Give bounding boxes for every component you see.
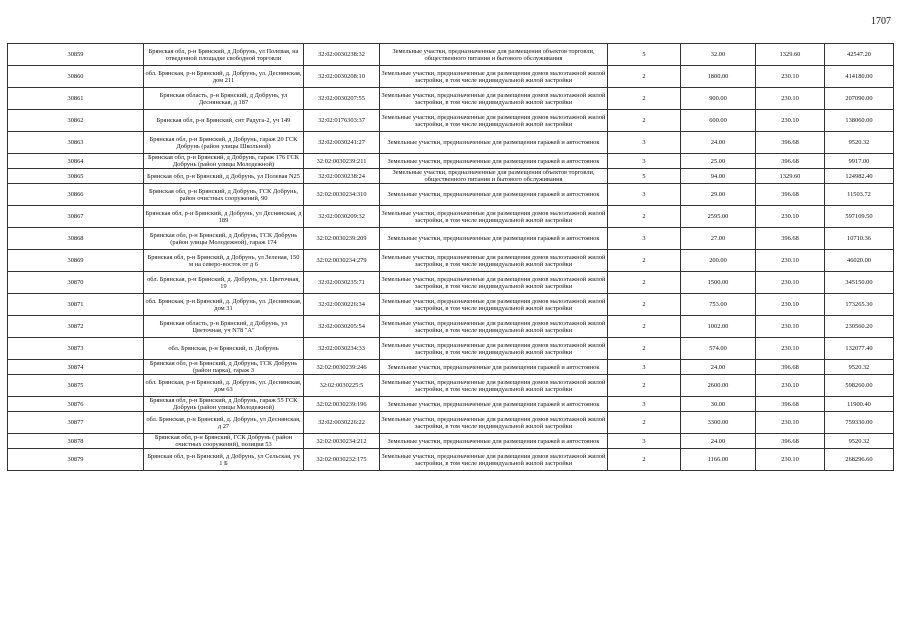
area-cell: 29.00 xyxy=(681,184,756,206)
table-row xyxy=(8,338,894,360)
land-use-cell: Земельные участки, предназначенные для размещения домов малоэтажной жилой застройки, в том числе индивидуальной жилой застройки xyxy=(380,375,608,397)
specific-value-cell: 230.10 xyxy=(756,272,825,294)
cadastral-value-cell: 9520.32 xyxy=(825,132,894,154)
cadastral-value-cell: 207090.00 xyxy=(825,88,894,110)
use-group-cell: 2 xyxy=(608,272,681,294)
cadastral-value-cell: 42547.20 xyxy=(825,44,894,66)
address-cell: Брянская обл, р-н Брянский, д Добрунь, ГСК Добрунь (район парка), гараж 3 xyxy=(144,360,304,375)
land-use-cell: Земельные участки, предназначенные для размещения гаражей и автостоянок xyxy=(380,228,608,250)
record-number-cell: 30868 xyxy=(8,228,144,250)
cadastral-number-cell: 32:02:0030234:212 xyxy=(304,434,380,449)
cadastral-value-cell: 230560.20 xyxy=(825,316,894,338)
use-group-cell: 5 xyxy=(608,44,681,66)
area-cell: 25.00 xyxy=(681,154,756,169)
use-group-cell: 3 xyxy=(608,132,681,154)
record-number-cell: 30875 xyxy=(8,375,144,397)
specific-value-cell: 230.10 xyxy=(756,294,825,316)
cadastral-number-cell: 32:02:0030209:32 xyxy=(304,206,380,228)
specific-value-cell: 396.68 xyxy=(756,184,825,206)
table-row xyxy=(8,272,894,294)
land-use-cell: Земельные участки, предназначенные для размещения объектов торговли, общественного питания и бытового обслуживания xyxy=(380,169,608,184)
table-row xyxy=(8,250,894,272)
record-number-cell: 30878 xyxy=(8,434,144,449)
cadastral-value-cell: 9917.00 xyxy=(825,154,894,169)
specific-value-cell: 230.10 xyxy=(756,316,825,338)
address-cell: обл. Брянская, р-н Брянский, д. Добрунь, ул. Цветочная, 19 xyxy=(144,272,304,294)
area-cell: 24.00 xyxy=(681,360,756,375)
cadastral-value-cell: 9520.32 xyxy=(825,360,894,375)
cadastral-number-cell: 32:02:0176303:37 xyxy=(304,110,380,132)
record-number-cell: 30879 xyxy=(8,449,144,471)
table-row xyxy=(8,449,894,471)
use-group-cell: 2 xyxy=(608,449,681,471)
cadastral-number-cell: 32:02:0030239:196 xyxy=(304,397,380,412)
table-row xyxy=(8,132,894,154)
land-use-cell: Земельные участки, предназначенные для размещения гаражей и автостоянок xyxy=(380,184,608,206)
address-cell: обл. Брянская, р-н Брянский, д. Добрунь, ул Деснянская, д 27 xyxy=(144,412,304,434)
cadastral-number-cell: 32:02:0030226:22 xyxy=(304,412,380,434)
table-row xyxy=(8,66,894,88)
use-group-cell: 3 xyxy=(608,228,681,250)
specific-value-cell: 230.10 xyxy=(756,412,825,434)
address-cell: Брянская обл, р-н Брянский, д Добрунь, ул Деснянская, д 189 xyxy=(144,206,304,228)
use-group-cell: 2 xyxy=(608,412,681,434)
use-group-cell: 2 xyxy=(608,375,681,397)
cadastral-number-cell: 32:02:0030226:34 xyxy=(304,294,380,316)
record-number-cell: 30864 xyxy=(8,154,144,169)
address-cell: обл. Брянская, р-н Брянский, д. Добрунь, ул. Деснянская, дом 63 xyxy=(144,375,304,397)
address-cell: Брянская обл, р-н Брянский, снт Радуга-2, уч 149 xyxy=(144,110,304,132)
specific-value-cell: 230.10 xyxy=(756,338,825,360)
address-cell: обл. Брянская, р-н Брянский, д. Добрунь, ул. Деснянская, дом 31 xyxy=(144,294,304,316)
specific-value-cell: 230.10 xyxy=(756,250,825,272)
area-cell: 24.00 xyxy=(681,434,756,449)
page-number: 1707 xyxy=(871,16,891,27)
specific-value-cell: 230.10 xyxy=(756,110,825,132)
specific-value-cell: 230.10 xyxy=(756,66,825,88)
use-group-cell: 3 xyxy=(608,397,681,412)
area-cell: 600.00 xyxy=(681,110,756,132)
record-number-cell: 30867 xyxy=(8,206,144,228)
table-row xyxy=(8,154,894,169)
cadastral-number-cell: 32:02:0030225:5 xyxy=(304,375,380,397)
table-row xyxy=(8,206,894,228)
specific-value-cell: 230.10 xyxy=(756,375,825,397)
land-use-cell: Земельные участки, предназначенные для размещения домов малоэтажной жилой застройки, в том числе индивидуальной жилой застройки xyxy=(380,110,608,132)
cadastral-value-cell: 138060.00 xyxy=(825,110,894,132)
cadastral-value-cell: 268296.60 xyxy=(825,449,894,471)
record-number-cell: 30874 xyxy=(8,360,144,375)
address-cell: Брянская обл, р-н Брянский, ГСК Добрунь ( район очистных сооружений), позиция 53 xyxy=(144,434,304,449)
cadastral-value-cell: 173265.30 xyxy=(825,294,894,316)
use-group-cell: 2 xyxy=(608,88,681,110)
area-cell: 2595.00 xyxy=(681,206,756,228)
record-number-cell: 30863 xyxy=(8,132,144,154)
use-group-cell: 2 xyxy=(608,316,681,338)
area-cell: 2600.00 xyxy=(681,375,756,397)
record-number-cell: 30860 xyxy=(8,66,144,88)
address-cell: Брянская обл, р-н Брянский, д Добрунь, гараж 20 ГСК Добрунь (район улицы Школьной) xyxy=(144,132,304,154)
record-number-cell: 30865 xyxy=(8,169,144,184)
land-use-cell: Земельные участки, предназначенные для размещения домов малоэтажной жилой застройки, в том числе индивидуальной жилой застройки xyxy=(380,449,608,471)
cadastral-number-cell: 32:02:0030234:279 xyxy=(304,250,380,272)
area-cell: 1800.00 xyxy=(681,66,756,88)
cadastral-registry-table xyxy=(7,43,894,471)
address-cell: Брянская обл, р-н Брянский, д Добрунь, ул Полевая, на отведенной площадке свободной торговли xyxy=(144,44,304,66)
cadastral-number-cell: 32:02:0030232:175 xyxy=(304,449,380,471)
table-row xyxy=(8,184,894,206)
use-group-cell: 2 xyxy=(608,66,681,88)
land-use-cell: Земельные участки, предназначенные для размещения гаражей и автостоянок xyxy=(380,397,608,412)
address-cell: Брянская обл, р-н Брянский, д Добрунь, гараж 176 ГСК Добрунь (район улицы Молодежной) xyxy=(144,154,304,169)
cadastral-value-cell: 11900.40 xyxy=(825,397,894,412)
use-group-cell: 3 xyxy=(608,360,681,375)
address-cell: обл. Брянская, р-н Брянский, д. Добрунь, ул. Деснянская, дом 211 xyxy=(144,66,304,88)
cadastral-number-cell: 32:02:0030234:310 xyxy=(304,184,380,206)
area-cell: 3300.00 xyxy=(681,412,756,434)
address-cell: Брянская обл, р-н Брянский, д Добрунь, гараж 55 ГСК Добрунь (район улицы Молодежной) xyxy=(144,397,304,412)
table-row xyxy=(8,360,894,375)
land-use-cell: Земельные участки, предназначенные для размещения домов малоэтажной жилой застройки, в том числе индивидуальной жилой застройки xyxy=(380,250,608,272)
cadastral-number-cell: 32:02:0030239:209 xyxy=(304,228,380,250)
specific-value-cell: 230.10 xyxy=(756,449,825,471)
record-number-cell: 30872 xyxy=(8,316,144,338)
record-number-cell: 30861 xyxy=(8,88,144,110)
area-cell: 574.00 xyxy=(681,338,756,360)
cadastral-number-cell: 32:02:0030235:71 xyxy=(304,272,380,294)
use-group-cell: 2 xyxy=(608,338,681,360)
cadastral-number-cell: 32:02:0030207:55 xyxy=(304,88,380,110)
cadastral-value-cell: 9520.32 xyxy=(825,434,894,449)
specific-value-cell: 396.68 xyxy=(756,434,825,449)
record-number-cell: 30859 xyxy=(8,44,144,66)
land-use-cell: Земельные участки, предназначенные для размещения гаражей и автостоянок xyxy=(380,132,608,154)
land-use-cell: Земельные участки, предназначенные для размещения домов малоэтажной жилой застройки, в том числе индивидуальной жилой застройки xyxy=(380,206,608,228)
area-cell: 200.00 xyxy=(681,250,756,272)
specific-value-cell: 1329.60 xyxy=(756,169,825,184)
record-number-cell: 30870 xyxy=(8,272,144,294)
land-use-cell: Земельные участки, предназначенные для размещения объектов торговли, общественного питания и бытового обслуживания xyxy=(380,44,608,66)
use-group-cell: 3 xyxy=(608,154,681,169)
area-cell: 32.00 xyxy=(681,44,756,66)
cadastral-value-cell: 10710.36 xyxy=(825,228,894,250)
address-cell: Брянская обл, р-н Брянский, д Добрунь, ГСК Добрунь (район улицы Молодежной), гараж 174 xyxy=(144,228,304,250)
use-group-cell: 5 xyxy=(608,169,681,184)
land-use-cell: Земельные участки, предназначенные для размещения домов малоэтажной жилой застройки, в том числе индивидуальной жилой застройки xyxy=(380,294,608,316)
area-cell: 94.00 xyxy=(681,169,756,184)
use-group-cell: 2 xyxy=(608,294,681,316)
record-number-cell: 30877 xyxy=(8,412,144,434)
cadastral-value-cell: 414180.00 xyxy=(825,66,894,88)
cadastral-number-cell: 32:02:0030238:24 xyxy=(304,169,380,184)
land-use-cell: Земельные участки, предназначенные для размещения гаражей и автостоянок xyxy=(380,154,608,169)
table-row xyxy=(8,412,894,434)
address-cell: Брянская обл, р-н Брянский, д Добрунь, ул Полевая N25 xyxy=(144,169,304,184)
area-cell: 1500.00 xyxy=(681,272,756,294)
address-cell: Брянская область, р-н Брянский, д Добрунь, ул Цветочная, уч N78 "А" xyxy=(144,316,304,338)
area-cell: 24.00 xyxy=(681,132,756,154)
table-row xyxy=(8,294,894,316)
land-use-cell: Земельные участки, предназначенные для размещения домов малоэтажной жилой застройки, в том числе индивидуальной жилой застройки xyxy=(380,88,608,110)
record-number-cell: 30869 xyxy=(8,250,144,272)
cadastral-value-cell: 597109.50 xyxy=(825,206,894,228)
use-group-cell: 3 xyxy=(608,434,681,449)
specific-value-cell: 396.68 xyxy=(756,397,825,412)
land-use-cell: Земельные участки, предназначенные для размещения домов малоэтажной жилой застройки, в том числе индивидуальной жилой застройки xyxy=(380,272,608,294)
cadastral-number-cell: 32:02:0030234:33 xyxy=(304,338,380,360)
land-use-cell: Земельные участки, предназначенные для размещения гаражей и автостоянок xyxy=(380,434,608,449)
specific-value-cell: 396.68 xyxy=(756,154,825,169)
area-cell: 753.00 xyxy=(681,294,756,316)
cadastral-value-cell: 46020.00 xyxy=(825,250,894,272)
address-cell: обл. Брянская, р-н Брянский, п. Добрунь xyxy=(144,338,304,360)
cadastral-value-cell: 11503.72 xyxy=(825,184,894,206)
cadastral-value-cell: 345150.00 xyxy=(825,272,894,294)
record-number-cell: 30873 xyxy=(8,338,144,360)
cadastral-number-cell: 32:02:0030208:10 xyxy=(304,66,380,88)
cadastral-value-cell: 132077.40 xyxy=(825,338,894,360)
area-cell: 900.00 xyxy=(681,88,756,110)
cadastral-value-cell: 759330.00 xyxy=(825,412,894,434)
area-cell: 1166.00 xyxy=(681,449,756,471)
address-cell: Брянская область, р-н Брянский, д Добрунь, ул Деснянская, д 187 xyxy=(144,88,304,110)
cadastral-number-cell: 32:02:0030205:54 xyxy=(304,316,380,338)
table-row xyxy=(8,316,894,338)
cadastral-number-cell: 32:02:0030238:32 xyxy=(304,44,380,66)
record-number-cell: 30862 xyxy=(8,110,144,132)
specific-value-cell: 396.68 xyxy=(756,228,825,250)
specific-value-cell: 1329.60 xyxy=(756,44,825,66)
specific-value-cell: 230.10 xyxy=(756,88,825,110)
land-use-cell: Земельные участки, предназначенные для размещения домов малоэтажной жилой застройки, в том числе индивидуальной жилой застройки xyxy=(380,338,608,360)
cadastral-number-cell: 32:02:0030241:27 xyxy=(304,132,380,154)
area-cell: 1002.00 xyxy=(681,316,756,338)
address-cell: Брянская обл, р-н Брянский, д Добрунь, ул Сельская, уч 1 Б xyxy=(144,449,304,471)
specific-value-cell: 396.68 xyxy=(756,360,825,375)
use-group-cell: 2 xyxy=(608,110,681,132)
table-row xyxy=(8,397,894,412)
specific-value-cell: 396.68 xyxy=(756,132,825,154)
table-row xyxy=(8,110,894,132)
land-use-cell: Земельные участки, предназначенные для размещения домов малоэтажной жилой застройки, в том числе индивидуальной жилой застройки xyxy=(380,66,608,88)
use-group-cell: 3 xyxy=(608,184,681,206)
cadastral-number-cell: 32:02:0030239:246 xyxy=(304,360,380,375)
record-number-cell: 30871 xyxy=(8,294,144,316)
land-use-cell: Земельные участки, предназначенные для размещения домов малоэтажной жилой застройки, в том числе индивидуальной жилой застройки xyxy=(380,316,608,338)
use-group-cell: 2 xyxy=(608,206,681,228)
address-cell: Брянская обл, р-н Брянский, д Добрунь, ул Зеленая, 150 м на северо-восток от д 6 xyxy=(144,250,304,272)
table-row xyxy=(8,375,894,397)
land-use-cell: Земельные участки, предназначенные для размещения гаражей и автостоянок xyxy=(380,360,608,375)
table-row xyxy=(8,169,894,184)
cadastral-number-cell: 32:02:0030239:211 xyxy=(304,154,380,169)
table-row xyxy=(8,44,894,66)
cadastral-value-cell: 124982.40 xyxy=(825,169,894,184)
address-cell: Брянская обл, р-н Брянский, д Добрунь, ГСК Добрунь, район очистных сооружений, 90 xyxy=(144,184,304,206)
area-cell: 30.00 xyxy=(681,397,756,412)
table-row xyxy=(8,434,894,449)
table-row xyxy=(8,88,894,110)
land-use-cell: Земельные участки, предназначенные для размещения домов малоэтажной жилой застройки, в том числе индивидуальной жилой застройки xyxy=(380,412,608,434)
record-number-cell: 30866 xyxy=(8,184,144,206)
table-row xyxy=(8,228,894,250)
record-number-cell: 30876 xyxy=(8,397,144,412)
cadastral-value-cell: 598260.00 xyxy=(825,375,894,397)
use-group-cell: 2 xyxy=(608,250,681,272)
area-cell: 27.00 xyxy=(681,228,756,250)
specific-value-cell: 230.10 xyxy=(756,206,825,228)
